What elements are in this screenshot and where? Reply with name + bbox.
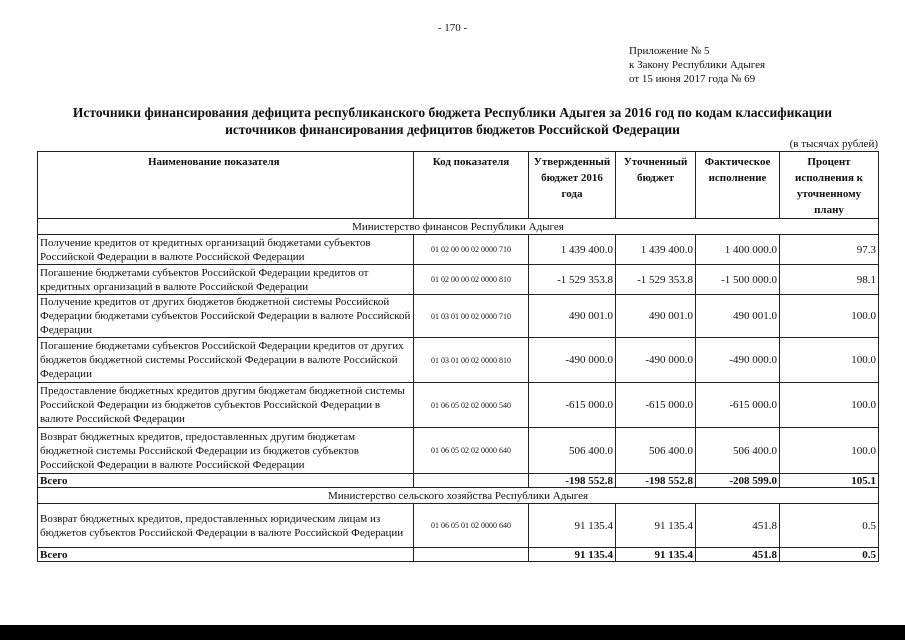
indicator-code: 01 02 00 00 02 0000 710 xyxy=(414,235,529,265)
header-approved: Утвержденный бюджет 2016 года xyxy=(529,152,616,219)
percent-value: 97.3 xyxy=(780,235,879,265)
actual-value: 506 400.0 xyxy=(696,428,780,474)
total-label: Всего xyxy=(38,474,414,488)
page-number: - 170 - xyxy=(437,22,468,34)
revised-value: -490 000.0 xyxy=(616,338,696,383)
title-line-2: источников финансирования дефицитов бюджетов Российской Федерации xyxy=(225,122,680,137)
actual-value: 451.8 xyxy=(696,504,780,548)
revised-value: 490 001.0 xyxy=(616,295,696,338)
indicator-code: 01 06 05 02 02 0000 540 xyxy=(414,383,529,428)
percent-value: 100.0 xyxy=(780,295,879,338)
actual-value: -1 500 000.0 xyxy=(696,265,780,295)
approved-value: 1 439 400.0 xyxy=(529,235,616,265)
header-percent: Процент исполнения к уточненному плану xyxy=(780,152,879,219)
header-actual: Фактическое исполнение xyxy=(696,152,780,219)
total-percent: 0.5 xyxy=(780,548,879,562)
approved-value: -1 529 353.8 xyxy=(529,265,616,295)
section-title: Министерство финансов Республики Адыгея xyxy=(38,219,879,235)
indicator-code: 01 06 05 01 02 0000 640 xyxy=(414,504,529,548)
percent-value: 100.0 xyxy=(780,383,879,428)
revised-value: 506 400.0 xyxy=(616,428,696,474)
indicator-code: 01 06 05 02 02 0000 640 xyxy=(414,428,529,474)
actual-value: -490 000.0 xyxy=(696,338,780,383)
appendix-reference xyxy=(629,44,765,86)
table-row xyxy=(38,428,879,474)
appendix-line-3: от 15 июня 2017 года № 69 xyxy=(629,73,756,85)
units-note: (в тысячах рублей) xyxy=(789,138,878,150)
total-row xyxy=(38,474,879,488)
section-row xyxy=(38,219,879,235)
total-percent: 105.1 xyxy=(780,474,879,488)
document-title xyxy=(30,104,875,138)
table-row xyxy=(38,338,879,383)
header-code: Код показателя xyxy=(414,152,529,219)
financing-sources-table xyxy=(37,151,879,562)
approved-value: 490 001.0 xyxy=(529,295,616,338)
percent-value: 100.0 xyxy=(780,428,879,474)
table-row xyxy=(38,265,879,295)
actual-value: -615 000.0 xyxy=(696,383,780,428)
header-row xyxy=(38,152,879,219)
total-label: Всего xyxy=(38,548,414,562)
percent-value: 100.0 xyxy=(780,338,879,383)
actual-value: 1 400 000.0 xyxy=(696,235,780,265)
percent-value: 98.1 xyxy=(780,265,879,295)
revised-value: -1 529 353.8 xyxy=(616,265,696,295)
appendix-line-1: Приложение № 5 xyxy=(629,45,710,57)
actual-value: 490 001.0 xyxy=(696,295,780,338)
header-revised: Уточненный бюджет xyxy=(616,152,696,219)
total-revised: 91 135.4 xyxy=(616,548,696,562)
revised-value: 1 439 400.0 xyxy=(616,235,696,265)
total-code-empty xyxy=(414,474,529,488)
indicator-name: Возврат бюджетных кредитов, предоставленных другим бюджетам бюджетной системы Российской Федерации из бюджетов субъектов Российской Федерации в валюте Российской Федерации xyxy=(38,428,414,474)
percent-value: 0.5 xyxy=(780,504,879,548)
indicator-name: Погашение бюджетами субъектов Российской Федерации кредитов от кредитных организаций в валюте Российской Федерации xyxy=(38,265,414,295)
indicator-name: Возврат бюджетных кредитов, предоставленных юридическим лицам из бюджетов субъектов Российской Федерации в валюте Российской Федерации xyxy=(38,504,414,548)
total-actual: 451.8 xyxy=(696,548,780,562)
approved-value: -490 000.0 xyxy=(529,338,616,383)
title-line-1: Источники финансирования дефицита республиканского бюджета Республики Адыгея за 2016 год по кодам классификации xyxy=(72,105,833,120)
table-row xyxy=(38,295,879,338)
revised-value: -615 000.0 xyxy=(616,383,696,428)
table-row xyxy=(38,383,879,428)
appendix-line-2: к Закону Республики Адыгея xyxy=(629,59,766,71)
total-revised: -198 552.8 xyxy=(616,474,696,488)
indicator-name: Получение кредитов от других бюджетов бюджетной системы Российской Федерации бюджетами субъектов Российской Федерации в валюте Российской Федерации xyxy=(38,295,414,338)
total-approved: -198 552.8 xyxy=(529,474,616,488)
approved-value: -615 000.0 xyxy=(529,383,616,428)
indicator-code: 01 03 01 00 02 0000 810 xyxy=(414,338,529,383)
total-row xyxy=(38,548,879,562)
scan-bottom-edge xyxy=(0,625,905,640)
total-approved: 91 135.4 xyxy=(529,548,616,562)
indicator-name: Предоставление бюджетных кредитов другим бюджетам бюджетной системы Российской Федерации из бюджетов субъектов Российской Федерации в валюте Российской Федерации xyxy=(38,383,414,428)
total-code-empty xyxy=(414,548,529,562)
table-body xyxy=(38,219,879,562)
indicator-code: 01 02 00 00 02 0000 810 xyxy=(414,265,529,295)
table-row xyxy=(38,235,879,265)
table-row xyxy=(38,504,879,548)
header-name: Наименование показателя xyxy=(38,152,414,219)
indicator-code: 01 03 01 00 02 0000 710 xyxy=(414,295,529,338)
section-row xyxy=(38,488,879,504)
total-actual: -208 599.0 xyxy=(696,474,780,488)
revised-value: 91 135.4 xyxy=(616,504,696,548)
indicator-name: Погашение бюджетами субъектов Российской Федерации кредитов от других бюджетов бюджетной системы Российской Федерации в валюте Российской Федерации xyxy=(38,338,414,383)
section-title: Министерство сельского хозяйства Республики Адыгея xyxy=(38,488,879,504)
indicator-name: Получение кредитов от кредитных организаций бюджетами субъектов Российской Федерации в валюте Российской Федерации xyxy=(38,235,414,265)
approved-value: 91 135.4 xyxy=(529,504,616,548)
approved-value: 506 400.0 xyxy=(529,428,616,474)
